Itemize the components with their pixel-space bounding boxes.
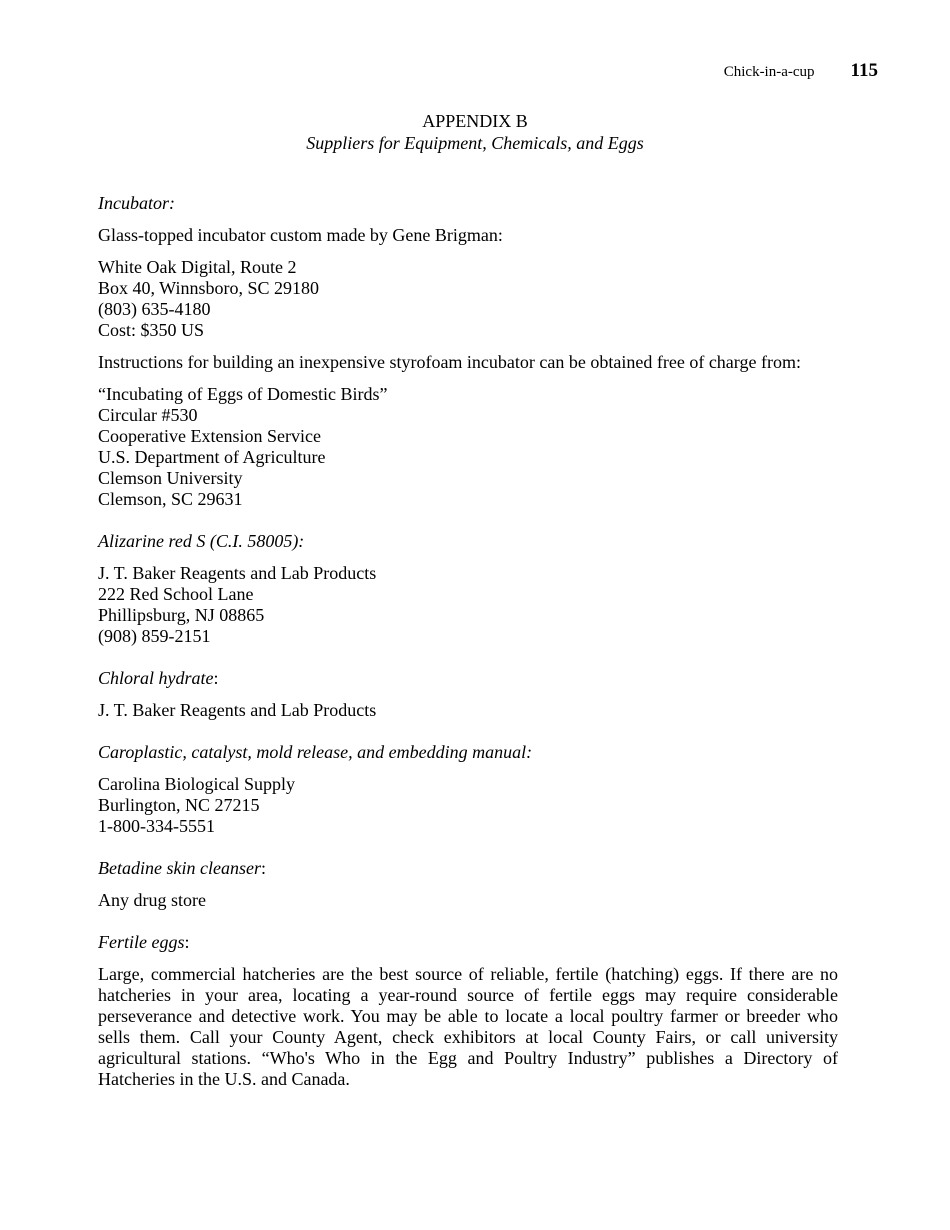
address-line: Circular #530 [98, 405, 198, 425]
address-line: Box 40, Winnsboro, SC 29180 [98, 278, 319, 298]
running-title: Chick-in-a-cup [723, 64, 815, 80]
address-line: Carolina Biological Supply [98, 774, 295, 794]
section-heading-chloral [98, 668, 838, 689]
address-line: (908) 859-2151 [98, 626, 211, 646]
betadine-heading-text: Betadine skin cleanser [98, 858, 261, 878]
address-line: Any drug store [98, 890, 206, 910]
address-line: Phillipsburg, NJ 08865 [98, 605, 265, 625]
section-heading-alizarine: Alizarine red S (C.I. 58005): [98, 531, 305, 551]
section-heading-eggs [98, 932, 838, 953]
page-number: 115 [850, 60, 878, 81]
appendix-title: APPENDIX B [422, 111, 528, 131]
heading-colon: : [260, 858, 266, 878]
heading-colon: : [213, 668, 219, 688]
incubator-instructions: Instructions for building an inexpensive styrofoam incubator can be obtained free of charge from: [98, 352, 801, 372]
incubator-source-address [98, 384, 838, 510]
caroplastic-supplier-address [98, 774, 838, 837]
betadine-source [98, 890, 838, 911]
appendix-heading [0, 110, 950, 154]
address-line: 222 Red School Lane [98, 584, 254, 604]
heading-colon: : [184, 932, 190, 952]
eggs-paragraph: Large, commercial hatcheries are the best source of reliable, fertile (hatching) eggs. If there are no hatcheries in your area, locating a year-round source of fertile eggs may require considerable perseverance and detective work. You may be able to locate a local poultry farmer or breeder who sells them. Call your County Agent, check exhibitors at local County Fairs, or call university agricultural stations. “Who's Who in the Egg and Poultry Industry” publishes a Directory of Hatcheries in the U.S. and Canada. [98, 964, 838, 1089]
alizarine-supplier-address [98, 563, 838, 647]
address-line: Cost: $350 US [98, 320, 205, 340]
address-line: Burlington, NC 27215 [98, 795, 260, 815]
document-body [98, 193, 838, 1101]
incubator-supplier-address [98, 257, 838, 341]
appendix-subtitle: Suppliers for Equipment, Chemicals, and Eggs [306, 133, 644, 153]
address-line: (803) 635-4180 [98, 299, 211, 319]
address-line: White Oak Digital, Route 2 [98, 257, 297, 277]
address-line: Clemson, SC 29631 [98, 489, 243, 509]
incubator-intro: Glass-topped incubator custom made by Gene Brigman: [98, 225, 503, 245]
address-line: Clemson University [98, 468, 243, 488]
address-line: J. T. Baker Reagents and Lab Products [98, 563, 377, 583]
address-line: 1-800-334-5551 [98, 816, 215, 836]
address-line: J. T. Baker Reagents and Lab Products [98, 700, 377, 720]
running-head [724, 60, 878, 82]
chloral-heading-text: Chloral hydrate [98, 668, 214, 688]
section-heading-incubator: Incubator: [98, 193, 175, 213]
section-heading-caroplastic: Caroplastic, catalyst, mold release, and embedding manual: [98, 742, 533, 762]
chloral-supplier [98, 700, 838, 721]
address-line: Cooperative Extension Service [98, 426, 321, 446]
section-heading-betadine [98, 858, 838, 879]
address-line: U.S. Department of Agriculture [98, 447, 326, 467]
eggs-heading-text: Fertile eggs [98, 932, 185, 952]
address-line: “Incubating of Eggs of Domestic Birds” [98, 384, 388, 404]
